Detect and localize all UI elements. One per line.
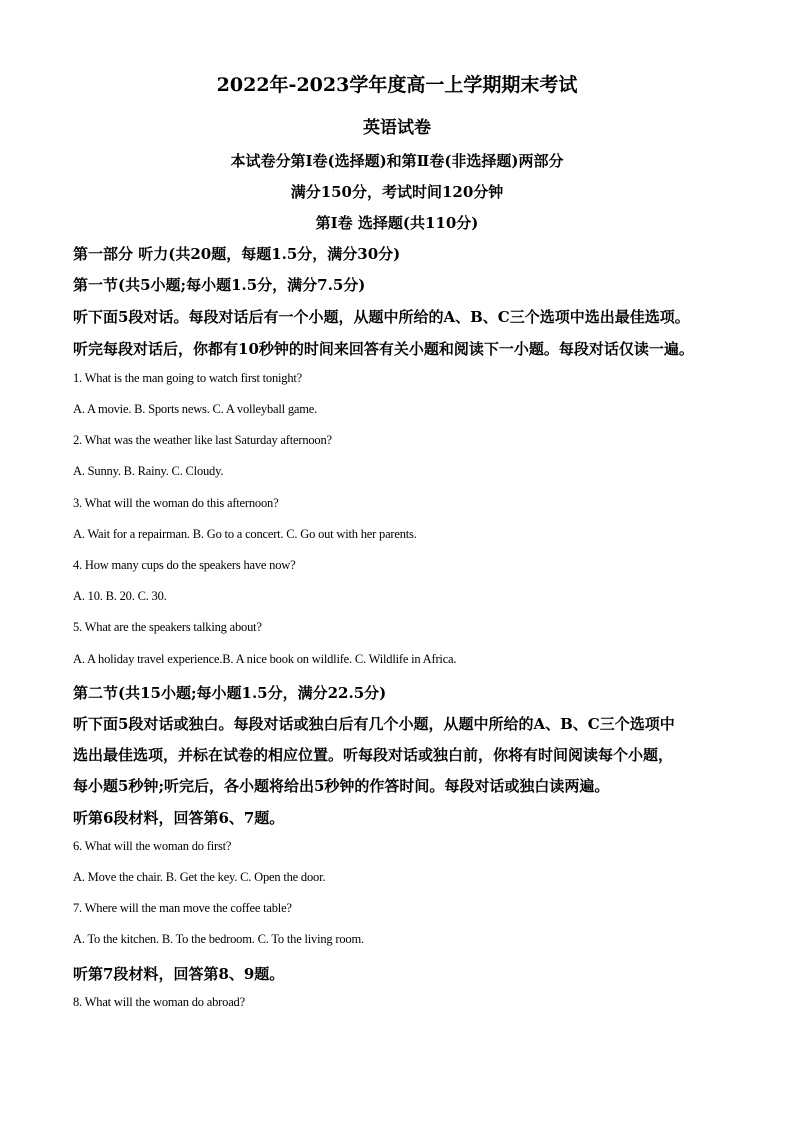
section2-instruction-3: 每小题5秒钟;听完后，各小题将给出5秒钟的作答时间。每段对话或独白读两遍。 bbox=[73, 777, 610, 795]
question-1-options: A. A movie. B. Sports news. C. A volleyball game. bbox=[73, 402, 318, 416]
part1-heading: 第一部分 听力(共20题，每题1.5分，满分30分) bbox=[73, 245, 401, 263]
section1-heading: 第一节(共5小题;每小题1.5分，满分7.5分) bbox=[73, 276, 366, 294]
material-7-heading: 听第7段材料，回答第8、9题。 bbox=[73, 965, 285, 983]
question-7-options: A. To the kitchen. B. To the bedroom. C. To the living room. bbox=[73, 932, 364, 946]
question-3: 3. What will the woman do this afternoon? bbox=[73, 496, 279, 510]
material-6-heading: 听第6段材料，回答第6、7题。 bbox=[73, 809, 285, 827]
question-1: 1. What is the man going to watch first tonight? bbox=[73, 371, 303, 385]
section1-instruction-2: 听完每段对话后，你都有10秒钟的时间来回答有关小题和阅读下一小题。每段对话仅读一遍。 bbox=[73, 340, 694, 358]
question-2-options: A. Sunny. B. Rainy. C. Cloudy. bbox=[73, 464, 224, 478]
question-5: 5. What are the speakers talking about? bbox=[73, 620, 262, 634]
question-5-options: A. A holiday travel experience.B. A nice book on wildlife. C. Wildlife in Africa. bbox=[73, 652, 457, 666]
section2-instruction-1: 听下面5段对话或独白。每段对话或独白后有几个小题，从题中所给的A、B、C三个选项中 bbox=[73, 715, 675, 733]
section2-instruction-2: 选出最佳选项，并标在试卷的相应位置。听每段对话或独白前，你将有时间阅读每个小题， bbox=[73, 746, 674, 764]
question-4-options: A. 10. B. 20. C. 30. bbox=[73, 589, 167, 603]
exam-title: 2022年-2023学年度高一上学期期末考试 bbox=[216, 74, 578, 96]
question-6: 6. What will the woman do first? bbox=[73, 839, 232, 853]
exam-score-time-note: 满分150分，考试时间120分钟 bbox=[290, 183, 504, 201]
question-6-options: A. Move the chair. B. Get the key. C. Open the door. bbox=[73, 870, 326, 884]
question-7: 7. Where will the man move the coffee table? bbox=[73, 901, 292, 915]
section2-heading: 第二节(共15小题;每小题1.5分，满分22.5分) bbox=[73, 684, 387, 702]
exam-structure-note: 本试卷分第Ⅰ卷(选择题)和第Ⅱ卷(非选择题)两部分 bbox=[230, 152, 564, 170]
question-8: 8. What will the woman do abroad? bbox=[73, 995, 245, 1009]
question-4: 4. How many cups do the speakers have now? bbox=[73, 558, 296, 572]
section1-instruction-1: 听下面5段对话。每段对话后有一个小题，从题中所给的A、B、C三个选项中选出最佳选项。 bbox=[73, 308, 690, 326]
exam-subtitle: 英语试卷 bbox=[363, 118, 431, 138]
question-2: 2. What was the weather like last Saturday afternoon? bbox=[73, 433, 332, 447]
volume-heading: 第Ⅰ卷 选择题(共110分) bbox=[315, 214, 479, 232]
question-3-options: A. Wait for a repairman. B. Go to a concert. C. Go out with her parents. bbox=[73, 527, 417, 541]
